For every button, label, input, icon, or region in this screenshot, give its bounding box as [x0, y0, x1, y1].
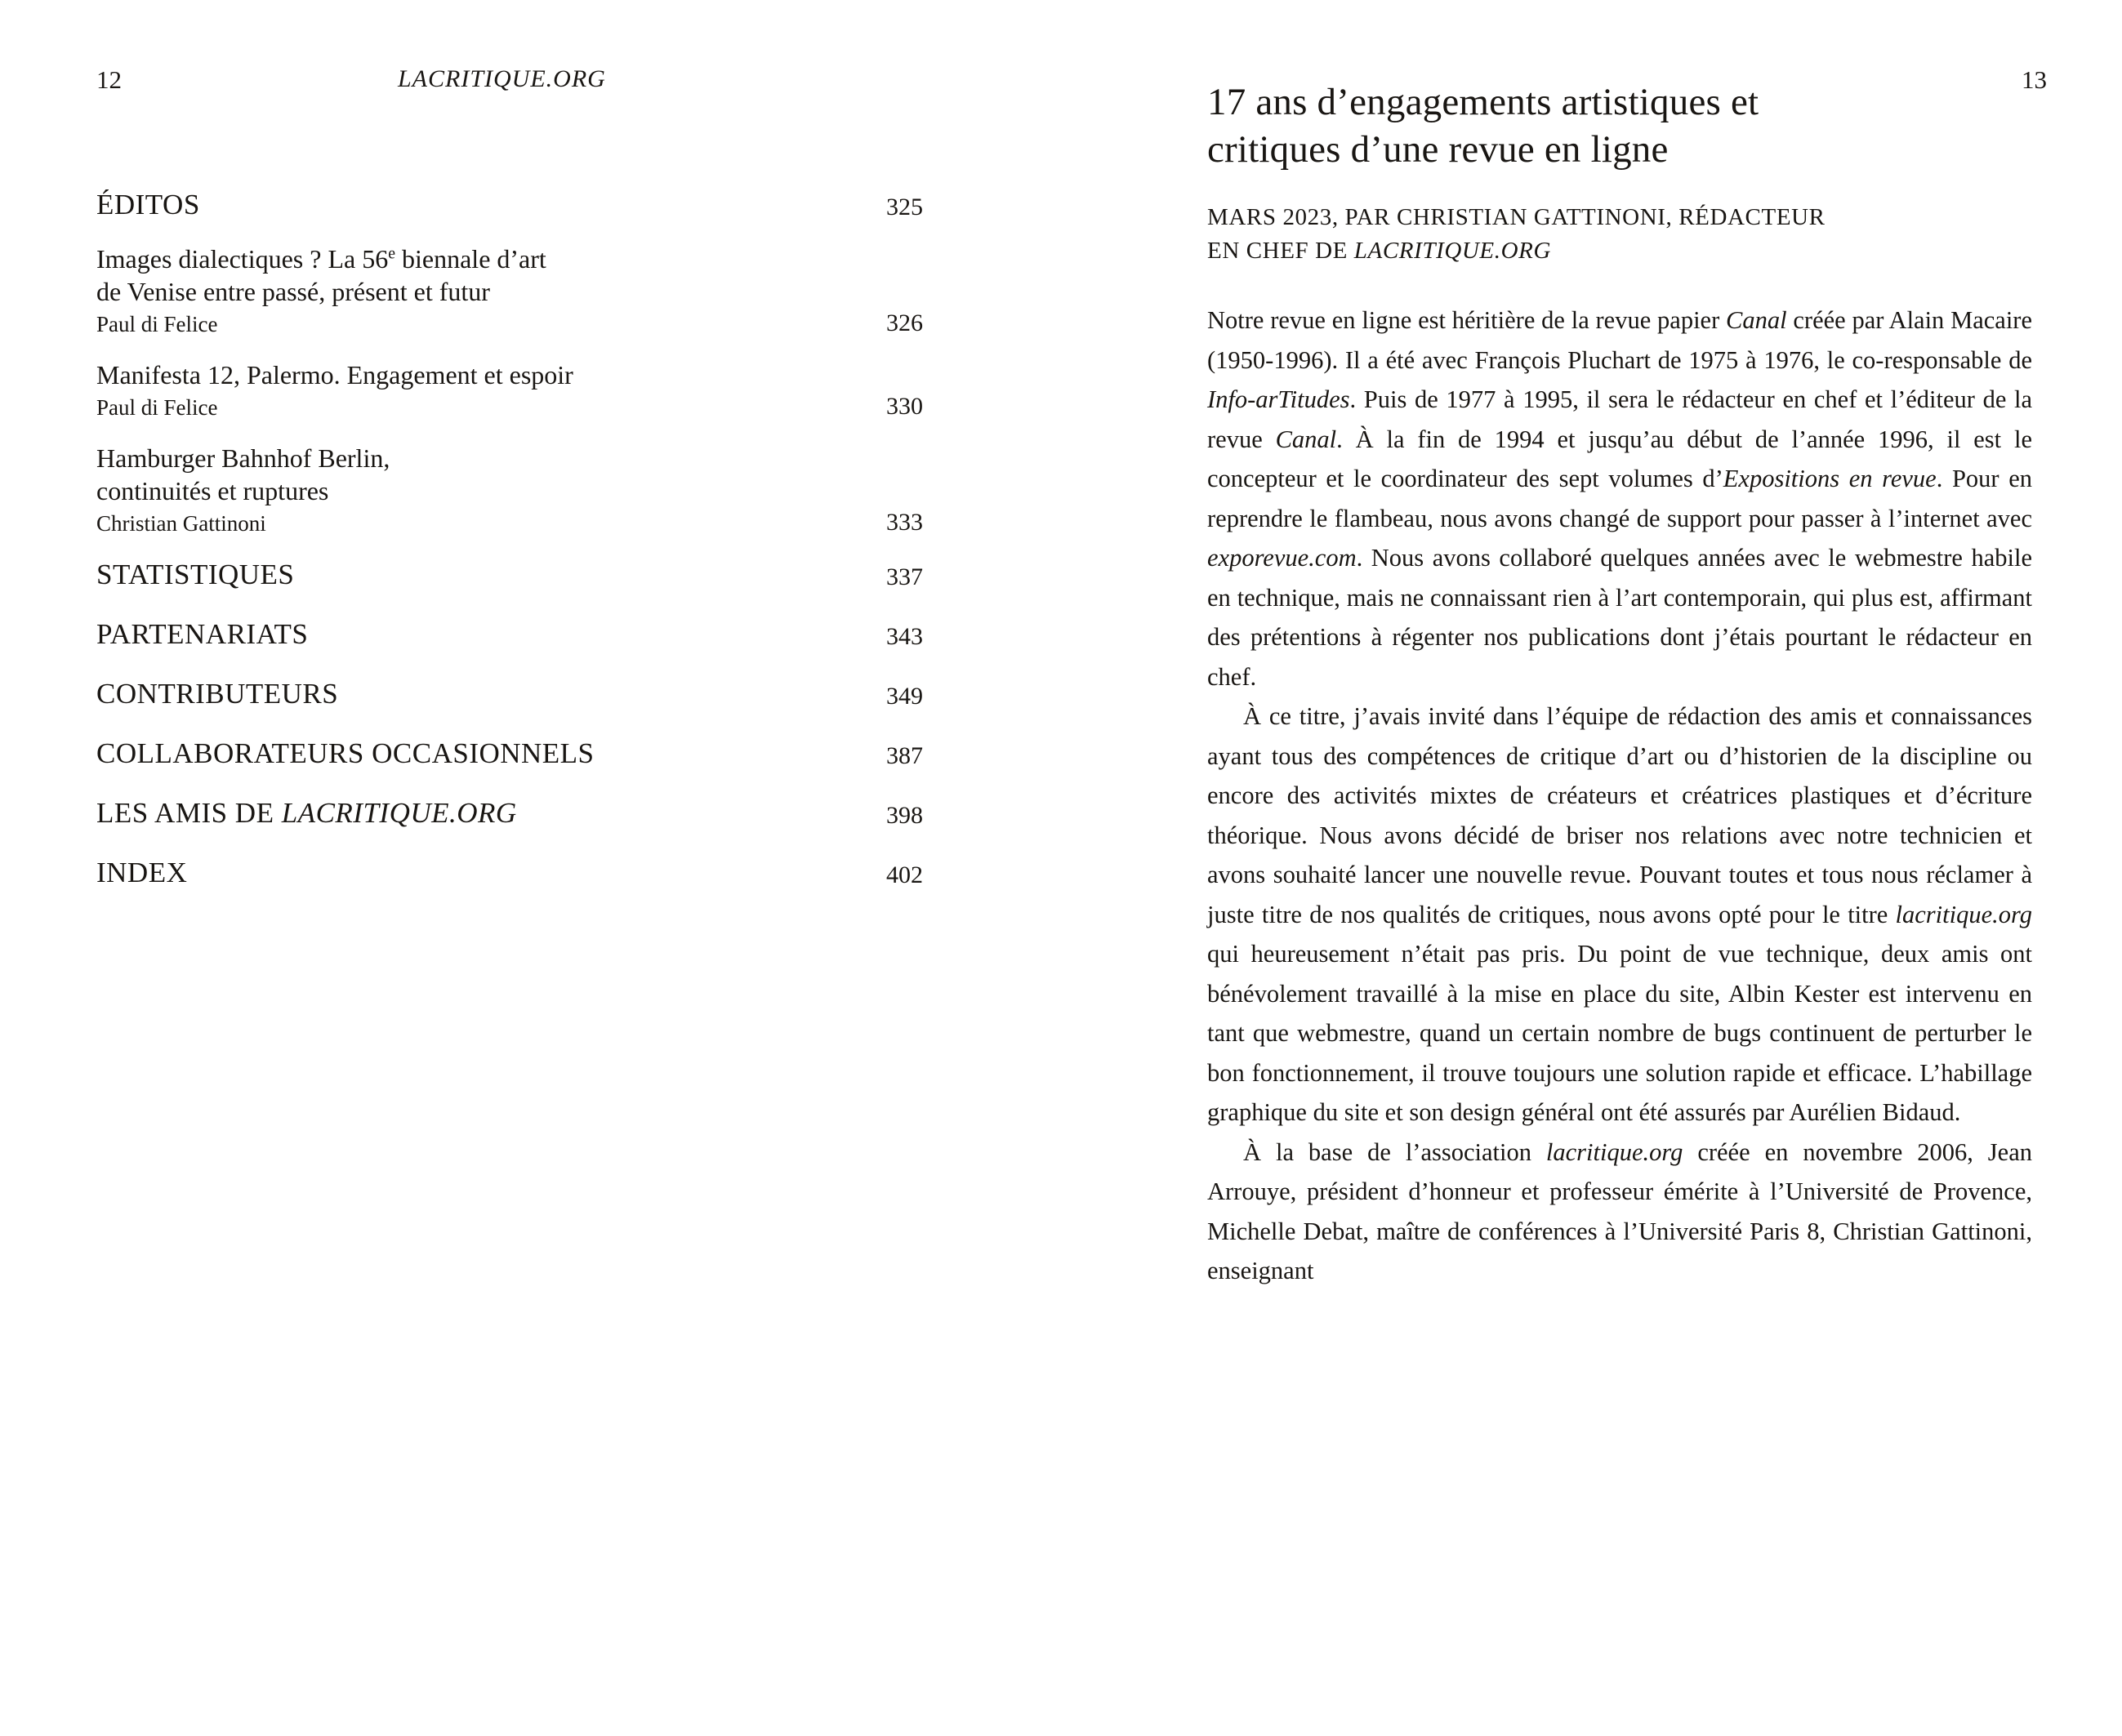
toc-entry: [96, 796, 923, 830]
toc-entry: [96, 442, 923, 537]
toc-entry-page: 325: [886, 194, 923, 220]
body-paragraph: À ce titre, j’avais invité dans l’équipe de rédaction des amis et connaissances ayant tous des compétences de critique d’art ou d’historien de la discipline ou encore des activités mixtes de créateurs et créatrices plastiques et d’écriture théorique. Nous avons décidé de briser nos relations avec notre technicien et avons souhaité lancer une nouvelle revue. Pouvant toutes et tous nous réclamer à juste titre de nos qualités de critiques, nous avons opté pour le titre lacritique.org qui heureusement n’était pas pris. Du point de vue technique, deux amis ont bénévolement travaillé à la mise en place du site, Albin Kester est intervenu en tant que webmestre, quand un certain nombre de bugs continuent de perturber le bon fonctionnement, il trouve toujours une solution rapide et efficace. L’habillage graphique du site et son design général ont été assurés par Aurélien Bidaud.: [1207, 702, 2032, 1126]
toc-entry-title: Hamburger Bahnhof Berlin, continuités et ruptures: [96, 443, 390, 505]
page-number-right: 13: [2022, 65, 2047, 94]
article-title: 17 ans d’engagements artistiques et critiques d’une revue en ligne: [1207, 81, 1759, 171]
toc-entry: [96, 617, 923, 652]
toc-entry: [96, 558, 923, 592]
toc-entry-page: 330: [886, 393, 923, 420]
article-page: [1207, 78, 2032, 1291]
table-of-contents: [96, 188, 923, 890]
body-paragraph: À la base de l’association lacritique.org créée en novembre 2006, Jean Arrouye, président d’honneur et professeur émérite à l’Université de Provence, Michelle Debat, maître de conférences à l’Université Paris 8, Christian Gattinoni, enseignant: [1207, 1137, 2032, 1284]
body-paragraph: Notre revue en ligne est héritière de la revue papier Canal créée par Alain Macaire (1950-1996). Il a été avec François Pluchart de 1975 à 1976, le co-responsable de Info-arTitudes. Puis de 1977 à 1995, il sera le rédacteur en chef et l’éditeur de la revue Canal. À la fin de 1994 et jusqu’au début de l’année 1996, il est le concepteur et le coordinateur des sept volumes d’Expositions en revue. Pour en reprendre le flambeau, nous avons changé de support pour passer à l’internet avec exporevue.com. Nous avons collaboré quelques années avec le webmestre habile en technique, mais ne connaissant rien à l’art contemporain, qui plus est, affirmant des prétentions à régenter nos publications dont j’étais pourtant le rédacteur en chef.: [1207, 306, 2033, 691]
page-number-left: 12: [96, 65, 122, 94]
toc-entry-title: PARTENARIATS: [96, 618, 309, 650]
toc-entry-page: 349: [886, 683, 923, 710]
toc-entry-author: Paul di Felice: [96, 312, 218, 336]
toc-entry-title: LES AMIS DE LACRITIQUE.ORG: [96, 797, 517, 829]
toc-entry-title: CONTRIBUTEURS: [96, 678, 339, 710]
toc-entry-page: 333: [886, 509, 923, 536]
article-body: [1207, 300, 2032, 1291]
toc-entry-page: 398: [886, 802, 923, 829]
toc-entry-title: Manifesta 12, Palermo. Engagement et espoir: [96, 360, 573, 389]
toc-entry-page: 337: [886, 563, 923, 590]
toc-entry-page: 343: [886, 623, 923, 650]
toc-entry: [96, 677, 923, 711]
toc-entry-author: Christian Gattinoni: [96, 511, 266, 536]
toc-entry: [96, 188, 923, 222]
toc-entry-title: ÉDITOS: [96, 189, 200, 220]
toc-entry: [96, 243, 923, 338]
toc-entry: [96, 737, 923, 771]
article-byline: MARS 2023, PAR CHRISTIAN GATTINONI, RÉDACTEUR EN CHEF DE LACRITIQUE.ORG: [1207, 204, 1826, 264]
toc-entry-title: Images dialectiques ? La 56e biennale d’art de Venise entre passé, présent et futur: [96, 244, 546, 306]
toc-entry: [96, 856, 923, 890]
running-header: LACRITIQUE.ORG: [398, 65, 606, 92]
toc-entry-author: Paul di Felice: [96, 395, 218, 420]
toc-entry-title: INDEX: [96, 857, 188, 888]
toc-entry-title: COLLABORATEURS OCCASIONNELS: [96, 737, 595, 769]
toc-entry-title: STATISTIQUES: [96, 559, 295, 590]
toc-entry-page: 326: [886, 309, 923, 336]
toc-entry: [96, 358, 923, 421]
toc-entry-page: 402: [886, 861, 923, 888]
toc-entry-page: 387: [886, 742, 923, 769]
